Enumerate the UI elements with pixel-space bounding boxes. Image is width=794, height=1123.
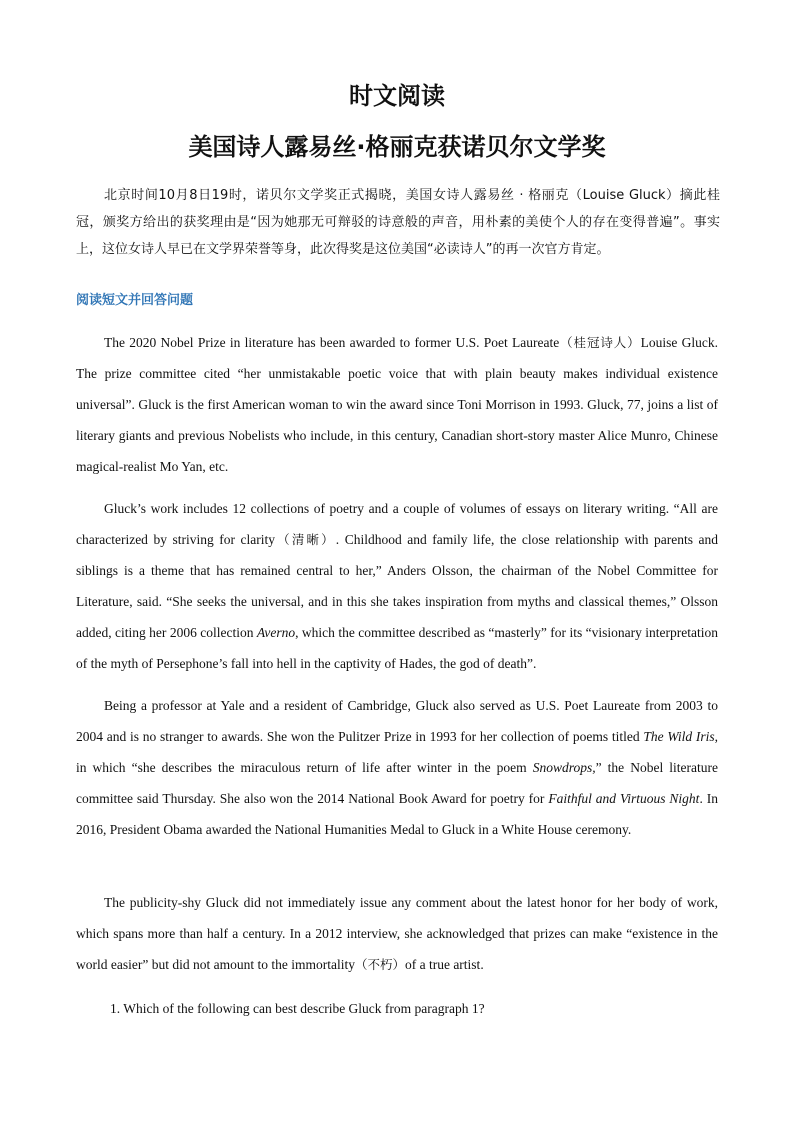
paragraph-2-text-a: Gluck’s work includes 12 collections of poetry and a couple of volumes of essays on literary writing. “All are characterized by striving for clarity <box>76 501 718 547</box>
paragraph-3 <box>76 690 718 845</box>
paragraph-1-gloss: （桂冠诗人） <box>559 335 641 350</box>
question-1: 1. Which of the following can best describe Gluck from paragraph 1? <box>110 1001 485 1016</box>
intro-paragraph: 北京时间10月8日19时，诺贝尔文学奖正式揭晓，美国女诗人露易丝 · 格丽克（Louise Gluck）摘此桂冠，颁奖方给出的获奖理由是“因为她那无可辩驳的诗意般的声音，用朴素的美使个人的存在变得普遍”。事实上，这位女诗人早已在文学界荣誉等身，此次得奖是这位美国“必读诗人”的再一次官方肯定。 <box>76 188 720 257</box>
paragraph-1 <box>76 327 718 482</box>
paragraph-3-title-snowdrops: Snowdrops, <box>532 760 596 775</box>
paragraph-3-title-wild-iris: The Wild Iris <box>643 729 715 744</box>
paragraph-3-text-c: ” the Nobel literature committee said Thursday. She also won the 2014 National Book Award for poetry for <box>76 760 718 806</box>
article-title: 美国诗人露易丝·格丽克获诺贝尔文学奖 <box>188 133 606 161</box>
paragraph-2-text-b: . Childhood and family life, the close relationship with parents and siblings is a theme that has remained central to her,” Anders Olsson, the chairman of the Nobel Committee for Literature, said. “She seeks the universal, and in this she takes inspiration from myths and classical themes,” Olsson added, citing her 2006 collection <box>76 532 718 640</box>
paragraph-4-text-b: of a true artist. <box>404 957 484 972</box>
paragraph-2-gloss: （清晰） <box>275 532 336 547</box>
paragraph-3-title-faithful: Faithful and Virtuous Night <box>548 791 700 806</box>
section-heading: 阅读短文并回答问题 <box>76 293 194 308</box>
paragraph-4-text-a: The publicity-shy Gluck did not immediately issue any comment about the latest honor for her body of work, which spans more than half a century. In a 2012 interview, she acknowledged that prizes can make “existence in the world easier” but did not amount to the immortality <box>76 895 718 972</box>
paragraph-3-text-b: , in which “she describes the miraculous return of life after winter in the poem <box>76 729 719 775</box>
page-title: 时文阅读 <box>349 82 445 110</box>
paragraph-3-text-d: . In 2016, President Obama awarded the National Humanities Medal to Gluck in a White House ceremony. <box>76 791 718 837</box>
paragraph-2-title-averno: Averno <box>256 625 296 640</box>
paragraph-3-text-a: Being a professor at Yale and a resident of Cambridge, Gluck also served as U.S. Poet Laureate from 2003 to 2004 and is no stranger to awards. She won the Pulitzer Prize in 1993 for her collection of poems titled <box>76 698 718 744</box>
paragraph-2 <box>76 493 718 679</box>
paragraph-1-text-a: The 2020 Nobel Prize in literature has been awarded to former U.S. Poet Laureate <box>104 335 560 350</box>
paragraph-1-text-b: Louise Gluck. The prize committee cited “her unmistakable poetic voice that with plain beauty makes individual existence universal”. Gluck is the first American woman to win the award since Toni Morrison in 1993. Gluck, 77, joins a list of literary giants and previous Nobelists who include, in this century, Canadian short-story master Alice Munro, Chinese magical-realist Mo Yan, etc. <box>76 335 718 474</box>
paragraph-4 <box>76 887 718 980</box>
paragraph-4-gloss: （不朽） <box>354 957 405 972</box>
paragraph-2-text-c: , which the committee described as “masterly” for its “visionary interpretation of the myth of Persephone’s fall into hell in the captivity of Hades, the god of death”. <box>76 625 718 671</box>
